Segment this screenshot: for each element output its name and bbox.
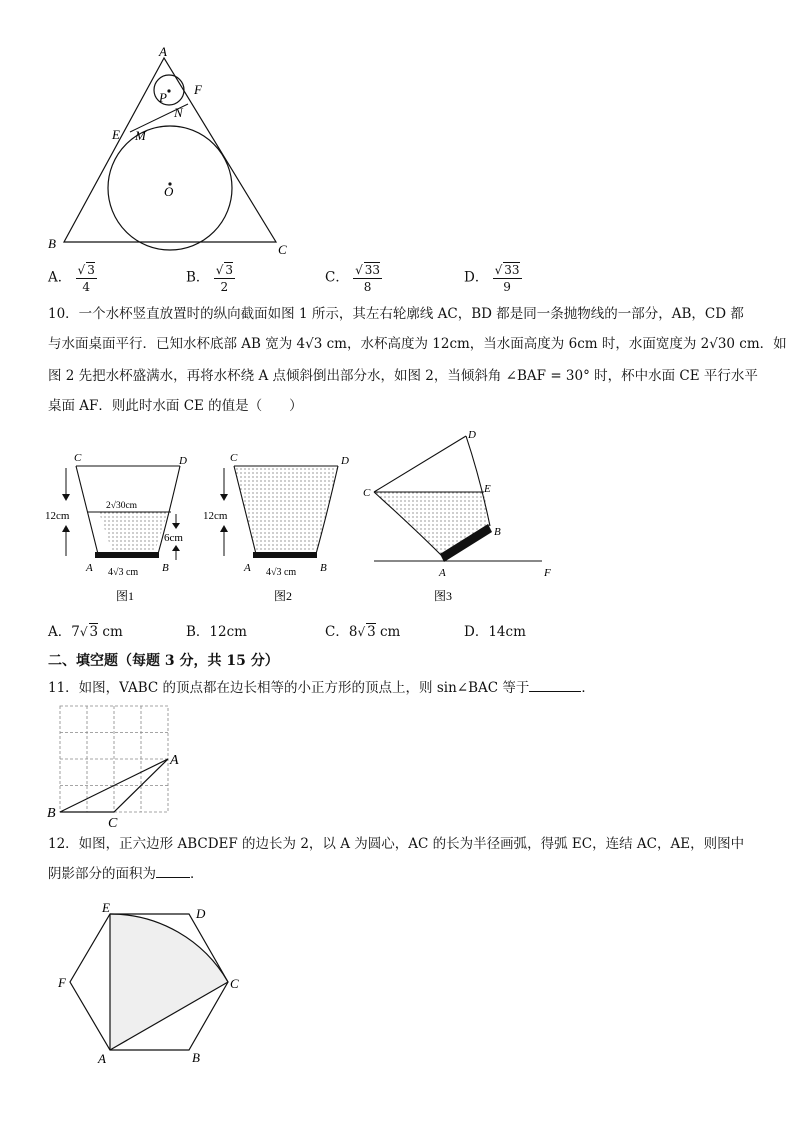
hex-label-d: D — [196, 906, 206, 921]
grid-label-a: A — [170, 753, 179, 768]
q9-option-d — [464, 262, 522, 294]
section-heading: 二、填空题（每题 3 分，共 15 分） — [48, 653, 279, 669]
fig2-label-d: D — [341, 455, 349, 467]
q10-figures — [44, 428, 564, 608]
radicand: 3 — [89, 624, 99, 640]
q11-end: ． — [581, 680, 595, 696]
label-b: B — [48, 236, 56, 251]
q10-line-4: 桌面 AF．则此时水面 CE 的值是（ ） — [48, 398, 303, 414]
fig2-height: 12cm — [203, 510, 228, 522]
grid-label-b: B — [47, 806, 56, 821]
q9-option-b — [186, 262, 235, 294]
radicand: 33 — [364, 263, 381, 277]
q11-grid-figure — [44, 700, 194, 830]
fig3-label-c: C — [363, 487, 371, 499]
hex-label-f: F — [58, 975, 66, 990]
fig3-label-e: E — [484, 483, 491, 495]
fig2-label-b: B — [320, 562, 327, 574]
option-letter: D． — [464, 269, 489, 286]
label-p: P — [159, 90, 167, 105]
answer-blank[interactable] — [529, 691, 581, 692]
denominator: 9 — [503, 280, 511, 294]
option-letter: C． — [325, 269, 349, 286]
q9-option-a — [48, 262, 97, 294]
fig2-cup — [203, 452, 349, 603]
coef: 7 — [71, 624, 80, 640]
fig2-label-a: A — [244, 562, 251, 574]
label-c: C — [278, 242, 287, 257]
fig3-tilted-cup — [363, 429, 551, 603]
q9-figure — [40, 46, 300, 261]
radicand: 33 — [504, 263, 520, 277]
label-n: N — [174, 105, 183, 120]
fig2-base: 4√3 cm — [266, 567, 297, 578]
option-fraction: $\frac{√ 3}{4}$ — [77, 263, 95, 294]
q10-line-1: 10．一个水杯竖直放置时的纵向截面如图 1 所示，其左右轮廓线 AC，BD 都是同一条抛物线的一部分，AB，CD 都 — [48, 306, 744, 322]
hex-label-c: C — [230, 976, 239, 991]
fig2-caption: 图2 — [274, 589, 293, 603]
denominator: 4 — [82, 280, 91, 294]
q11-stem: 11．如图，VABC 的顶点都在边长相等的小正方形的顶点上，则 sin∠BAC 等于 — [48, 680, 530, 696]
q10-option-b: B．12cm — [186, 624, 247, 640]
option-fraction: $\frac{√ 3}{2}$ — [215, 263, 234, 294]
label-o: O — [164, 184, 174, 199]
fig1-water-width: 2√30cm — [106, 501, 138, 511]
grid-label-c: C — [108, 816, 118, 830]
fig1-label-a: A — [86, 562, 93, 574]
option-letter: B． — [186, 269, 210, 286]
q12-stem: 阴影部分的面积为 — [48, 866, 156, 882]
option-fraction: $\frac{√ 33}{8}$ — [355, 263, 381, 294]
q9-option-c — [325, 262, 382, 294]
unit: cm — [102, 624, 123, 640]
option-letter: A． — [48, 624, 72, 640]
fig1-label-b: B — [162, 562, 169, 574]
q10-line-2: 与水面桌面平行．已知水杯底部 AB 宽为 4√3 cm，水杯高度为 12cm，当水面高度为 6cm 时，水面宽度为 2√30 cm．如 — [48, 336, 787, 352]
hex-label-b: B — [192, 1050, 200, 1065]
fig1-height: 12cm — [45, 510, 70, 522]
unit: cm — [379, 624, 401, 640]
q12-line-2 — [48, 868, 204, 882]
label-e: E — [112, 127, 120, 142]
label-m: M — [135, 128, 146, 143]
fig1-water-height: 6cm — [164, 532, 183, 544]
radicand: 3 — [225, 263, 234, 277]
option-letter: A． — [48, 269, 72, 286]
hex-label-a: A — [98, 1051, 106, 1066]
fig3-label-b: B — [494, 526, 501, 538]
option-letter: C． — [325, 624, 349, 640]
q12-hexagon-figure — [50, 898, 250, 1068]
option-fraction: $\frac{√ 33}{9}$ — [494, 263, 520, 294]
q11-text — [48, 682, 595, 696]
shaded-sector — [110, 914, 228, 1050]
label-f: F — [194, 82, 202, 97]
fig1-base: 4√3 cm — [108, 567, 139, 578]
hex-label-e: E — [102, 900, 110, 915]
fig3-label-d: D — [468, 429, 476, 441]
radicand: 3 — [87, 263, 95, 277]
fig3-label-f: F — [544, 567, 551, 579]
q12-end: ． — [190, 866, 204, 882]
denominator: 2 — [220, 280, 229, 294]
label-a: A — [159, 46, 167, 59]
fig1-caption: 图1 — [116, 589, 135, 603]
q10-option-a: A．7√ 3 cm — [48, 624, 123, 640]
q12-line-1: 12．如图，正六边形 ABCDEF 的边长为 2，以 A 为圆心，AC 的长为半径画弧，得弧 EC，连结 AC，AE，则图中 — [48, 836, 745, 852]
q10-option-c: C．8√ 3 cm — [325, 624, 401, 640]
q10-line-3: 图 2 先把水杯盛满水，再将水杯绕 A 点倾斜倒出部分水，如图 2，当倾斜角 ∠BAF = 30° 时，杯中水面 CE 平行水平 — [48, 368, 758, 384]
center-p-dot — [167, 89, 170, 92]
fig1-label-d: D — [179, 455, 187, 467]
fig1-label-c: C — [74, 452, 82, 464]
coef: 8 — [348, 624, 358, 640]
answer-blank[interactable] — [156, 877, 190, 878]
fig3-caption: 图3 — [434, 589, 453, 603]
denominator: 8 — [363, 280, 372, 294]
radicand: 3 — [367, 624, 376, 640]
fig3-label-a: A — [439, 567, 446, 579]
q10-option-d: D．14cm — [464, 624, 526, 640]
triangle-abc — [64, 58, 276, 242]
fig2-label-c: C — [230, 452, 238, 464]
fig1-cup — [45, 452, 187, 603]
